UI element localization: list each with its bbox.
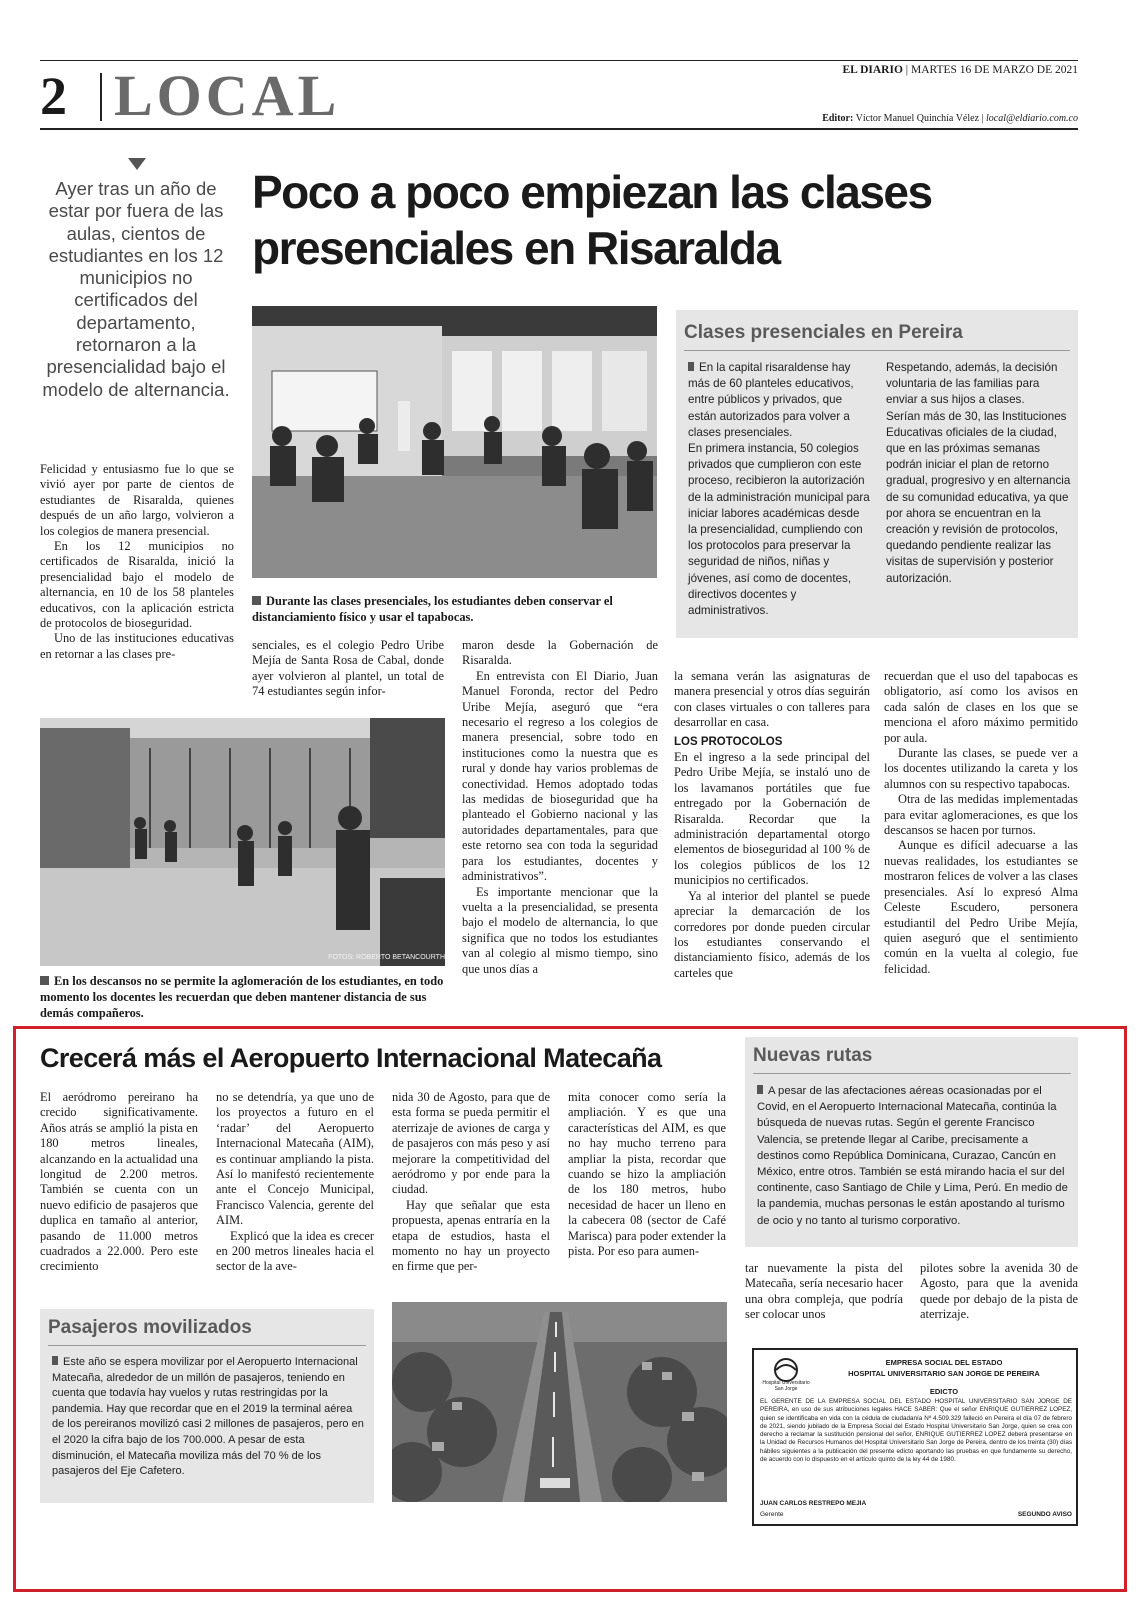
photo-credit: FOTOS: ROBERTO BETANCOURTH xyxy=(328,954,445,961)
edict-org-line2: HOSPITAL UNIVERSITARIO SAN JORGE DE PEREIRA xyxy=(848,1369,1040,1378)
sidebar-nuevas-rutas-text: A pesar de las afectaciones aéreas ocasionadas por el Covid, en el Aeropuerto Internacional Matecaña, continúa la búsqueda de nuevas rutas. Según el gerente Francisco Valencia, se pretende llegar al Caribe, precisamente a destinos como República Dominicana, Curazao, Cancún en México, entre otros. También se está mirando hacia el sur del continente, caso Santiago de Chile y Lima, Perú. En medio de la pandemia, muchas personas le están apostando al turismo de ocio y no tanto al turismo corporativo. xyxy=(757,1085,1068,1227)
article-kicker: Ayer tras un año de estar por fuera de las aulas, cientos de estudiantes en los 12 municipios no certificados del departamento, retornaron a la presencialidad bajo el modelo de alternancia. xyxy=(42,178,230,400)
edict-signer: JUAN CARLOS RESTREPO MEJIA xyxy=(760,1500,867,1507)
edict-org-line1: EMPRESA SOCIAL DEL ESTADO xyxy=(885,1358,1003,1367)
top-rule xyxy=(40,60,1078,61)
runway-photo-art xyxy=(392,1302,727,1502)
dateline-sep: | xyxy=(905,64,911,76)
kicker-arrow xyxy=(128,158,146,170)
bullet-icon xyxy=(52,1356,58,1365)
edict-notice-label: SEGUNDO AVISO xyxy=(1017,1511,1072,1518)
bullet-icon xyxy=(688,362,694,371)
edict-signer-role: Gerente xyxy=(760,1511,784,1518)
sidebar-clases-presenciales xyxy=(676,310,1078,638)
sidebar-title: Pasajeros movilizados xyxy=(48,1317,252,1338)
bullet-icon xyxy=(757,1085,763,1094)
caption-square-icon xyxy=(252,596,261,605)
classroom-photo xyxy=(252,306,657,578)
paper-name: EL DIARIO xyxy=(842,64,903,76)
sidebar-title: Nuevas rutas xyxy=(753,1045,873,1066)
sidebar-right-column: Respetando, además, la decisión voluntaria de las familias para enviar a sus hijos a clases. Serían más de 30, las Instituciones Educativas oficiales de la ciudad, que en las próximas semanas podrán iniciar el plan de retorno gradual, progresivo y en alternancia de su comunidad educativa, ya que por ahora se encuentran en la creación y revisión de protocolos, quedando pendiente realizar las visitas de supervisión y posterior autorización. xyxy=(886,361,1071,585)
caption-square-icon xyxy=(40,976,49,985)
protocols-subhead: LOS PROTOCOLOS xyxy=(674,735,783,748)
edict-title: EDICTO xyxy=(929,1387,959,1396)
editor-label: Editor: xyxy=(822,113,854,124)
article-column-2: senciales, es el colegio Pedro Uribe Mejía de Santa Rosa de Cabal, donde ayer volvieron al plantel, un total de 74 estudiantes según infor- xyxy=(252,638,444,699)
airport-headline: Crecerá más el Aeropuerto Internacional Matecaña xyxy=(40,1043,662,1073)
sidebar-title: Clases presenciales en Pereira xyxy=(684,322,963,343)
sidebar-pasajeros xyxy=(40,1309,374,1503)
courtyard-photo xyxy=(40,718,445,966)
runway-photo xyxy=(392,1302,727,1502)
airport-column-5: tar nuevamente la pista del Matecaña, sería necesario hacer una obra compleja, que podría ser colocar unos xyxy=(745,1261,903,1322)
sidebar-title-rule xyxy=(684,350,1070,351)
editor-name: Víctor Manuel Quinchía Vélez xyxy=(855,113,980,124)
edict-body: EL GERENTE DE LA EMPRESA SOCIAL DEL ESTADO HOSPITAL UNIVERSITARIO SAN JORGE DE PEREIRA, en uso de sus atribuciones legales HACE SABER: Que el señor ENRIQUE GUTIERREZ LOPEZ, quien se identificaba en vida con la cédula de ciudadanía Nº 4.509.329 falleció en Pereira el día 07 de febrero de 2021, siendo jubilado de la Empresa Social del Estado Hospital Universitario San Jorge, quien se crea con derecho a reclamar la sustitución pensional del señor, ENRIQUE GUTIERREZ LOPEZ deberá presentarse en la Unidad de Recursos Humanos del Hospital Universitario San Jorge de Pereira, dentro de los treinta (30) días hábiles siguientes a la publicación del presente edicto aportando las pruebas en que fundamente su derecho, de acuerdo con lo dispuesto en el artículo quinto de la ley 44 de 1980. xyxy=(760,1398,1072,1464)
masthead-bottom-rule xyxy=(40,128,1078,130)
date: MARTES 16 DE MARZO DE 2021 xyxy=(910,64,1078,76)
classroom-photo-art xyxy=(252,306,657,578)
airport-column-6: pilotes sobre la avenida 30 de Agosto, para que la avenida quede por debajo de la pista de aterrizaje. xyxy=(920,1261,1078,1322)
airport-column-2: no se detendría, ya que uno de los proyectos a futuro en el ‘radar’ del Aeropuerto Internacional Matecaña (AIM), es continuar ampliando la pista. Así lo manifestó recientemente ante el Concejo Municipal, Francisco Valencia, gerente del AIM. Explicó que la idea es crecer en 200 metros lineales hacia el sector de la ave- xyxy=(216,1090,374,1274)
article-column-3: maron desde la Gobernación de Risaralda. En entrevista con El Diario, Juan Manuel Foronda, rector del Pedro Uribe Mejía, aseguró que “era necesario el regreso a los colegios de manera presencial, sobre todo en instituciones como la nuestra que es rural y donde hay varios problemas de conectividad. Hemos adoptado todas las medidas de bioseguridad que ha planteado el Gobierno nacional y las autoridades departamentales, para que este retorno sea con toda la seguridad para los estudiantes, docentes y administrativos”. Es importante mencionar que la vuelta a la presencialidad, se presenta bajo el modelo de alternancia, lo que significa que no todos los estudiantes van al colegio al mismo tiempo, sino que unos días a xyxy=(462,638,658,976)
hospital-logo-text: Hospital Universitario San Jorge xyxy=(762,1380,810,1392)
dateline xyxy=(780,64,1078,76)
editor-line: Editor: Víctor Manuel Quinchía Vélez | local@eldiario.com.co xyxy=(822,113,1078,124)
section-title: LOCAL xyxy=(114,63,341,128)
sidebar-title-rule xyxy=(753,1073,1071,1074)
article-column-5: recuerdan que el uso del tapabocas es obligatorio, así como los avisos en cada salón de clases en los que se menciona el aforo máximo permitido por aula. Durante las clases, se puede ver a los docentes utilizando la careta y los alumnos con su respectivo tapabocas. Otra de las medidas implementadas para evitar aglomeraciones, es que los descansos se hacen por turnos. Aunque es difícil adecuarse a las nuevas realidades, los estudiantes se mostraron felices de volver a las clases presenciales. Así lo expresó Alma Celeste Escudero, personera estudiantil del Pedro Uribe Mejía, quien aseguró que el sentimiento común en la vuelta al colegio, fue felicidad. xyxy=(884,669,1078,976)
sidebar-pasajeros-text: Este año se espera movilizar por el Aeropuerto Internacional Matecaña, alrededor de un millón de pasajeros, teniendo en cuenta que todavía hay vuelos y rutas restringidas por la pandemia. Hay que recordar que en el 2019 la terminal aérea de los pereiranos movilizó casi 2 millones de pasajeros, pero en el 2020 la cifra bajo de los 700.000. A pesar de esta disminución, el Matecaña moviliza más del 70 % de los pasajeros del Eje Cafetero. xyxy=(52,1356,364,1478)
page-number: 2 xyxy=(40,66,67,126)
sidebar-nuevas-rutas xyxy=(745,1037,1078,1247)
sidebar-title-rule xyxy=(48,1345,366,1346)
airport-column-1: El aeródromo pereirano ha crecido significativamente. Años atrás se amplió la pista en 180 metros lineales, alcanzando en la actualidad una longitud de 2.200 metros. También se cuenta con un nuevo edificio de pasajeros que duplica en tamaño al anterior, pasando de 11.000 metros cuadrados a 22.000. Pero este crecimiento xyxy=(40,1090,198,1274)
article-headline: Poco a poco empiezan las clases presenciales en Risaralda xyxy=(252,166,932,274)
courtyard-photo-caption: En los descansos no se permite la aglomeración de los estudiantes, en todo momento los docentes les recuerdan que deben mantener distancia de sus demás compañeros. xyxy=(40,974,444,1020)
airport-column-4: mita conocer como sería la ampliación. Y es que una características del AIM, es que no hay mucho terreno para ampliar la pista, recordar que cuando se hizo la ampliación de los 180 metros, hubo necesidad de hacer un lleno en la cabecera 08 (sector de Café Marisca) para poder extender la pista. Por eso para aumen- xyxy=(568,1090,726,1259)
editor-email[interactable]: local@eldiario.com.co xyxy=(986,113,1078,124)
edict-notice xyxy=(752,1348,1078,1526)
article-column-4: la semana verán las asignaturas de manera presencial y otros días seguirán con clases virtuales o con talleres para desarrollar en casa. LOS PROTOCOLOS En el ingreso a la sede principal del Pedro Uribe Mejía, se instaló uno de los lavamanos portátiles que fue entregado por la Gobernación de Risaralda. Recordar que la administración departamental otorgo elementos de bioseguridad al 100 % de los colegios públicos de los 12 municipios no certificados. Ya al interior del plantel se puede apreciar la demarcación de los corredores por donde pueden circular los estudiantes conservando el distanciamiento físico, además de los carteles que xyxy=(674,669,870,980)
article-column-1: Felicidad y entusiasmo fue lo que se vivió ayer por parte de cientos de estudiantes de Risaralda, quienes después de un año largo, volvieron a los colegios de manera presencial. En los 12 municipios no certificados de Risaralda, inició la presencialidad bajo el modelo de alternancia, en 10 de los 58 planteles educativos, con la aplicación estricta de protocolos de bioseguridad. Uno de las instituciones educativas en retornar a las clases pre- xyxy=(40,462,234,661)
classroom-photo-caption: Durante las clases presenciales, los estudiantes deben conservar el distanciamiento físico y usar el tapabocas. xyxy=(252,594,613,624)
masthead-divider xyxy=(100,73,102,121)
sidebar-left-column: En la capital risaraldense hay más de 60 planteles educativos, entre públicos y privados, que están autorizados para volver a clases presenciales. En primera instancia, 50 colegios privados que cumplieron con este proceso, recibieron la autorización de la administración municipal para iniciar labores académicas desde la presencialidad, cumpliendo con los protocolos para preservar la seguridad de niños, niñas y jóvenes, así como de docentes, directivos docentes y administrativos. xyxy=(688,361,870,618)
airport-column-3: nida 30 de Agosto, para que de esta forma se pueda permitir el aterrizaje de aviones de carga y de pasajeros con más peso y así mejorare la competitividad del aeródromo y por ende para la ciudad. Hay que señalar que esta propuesta, apenas entraría en la etapa de estudios, hasta el momento no hay un proyecto en firme que per- xyxy=(392,1090,550,1274)
courtyard-photo-art xyxy=(40,718,445,966)
